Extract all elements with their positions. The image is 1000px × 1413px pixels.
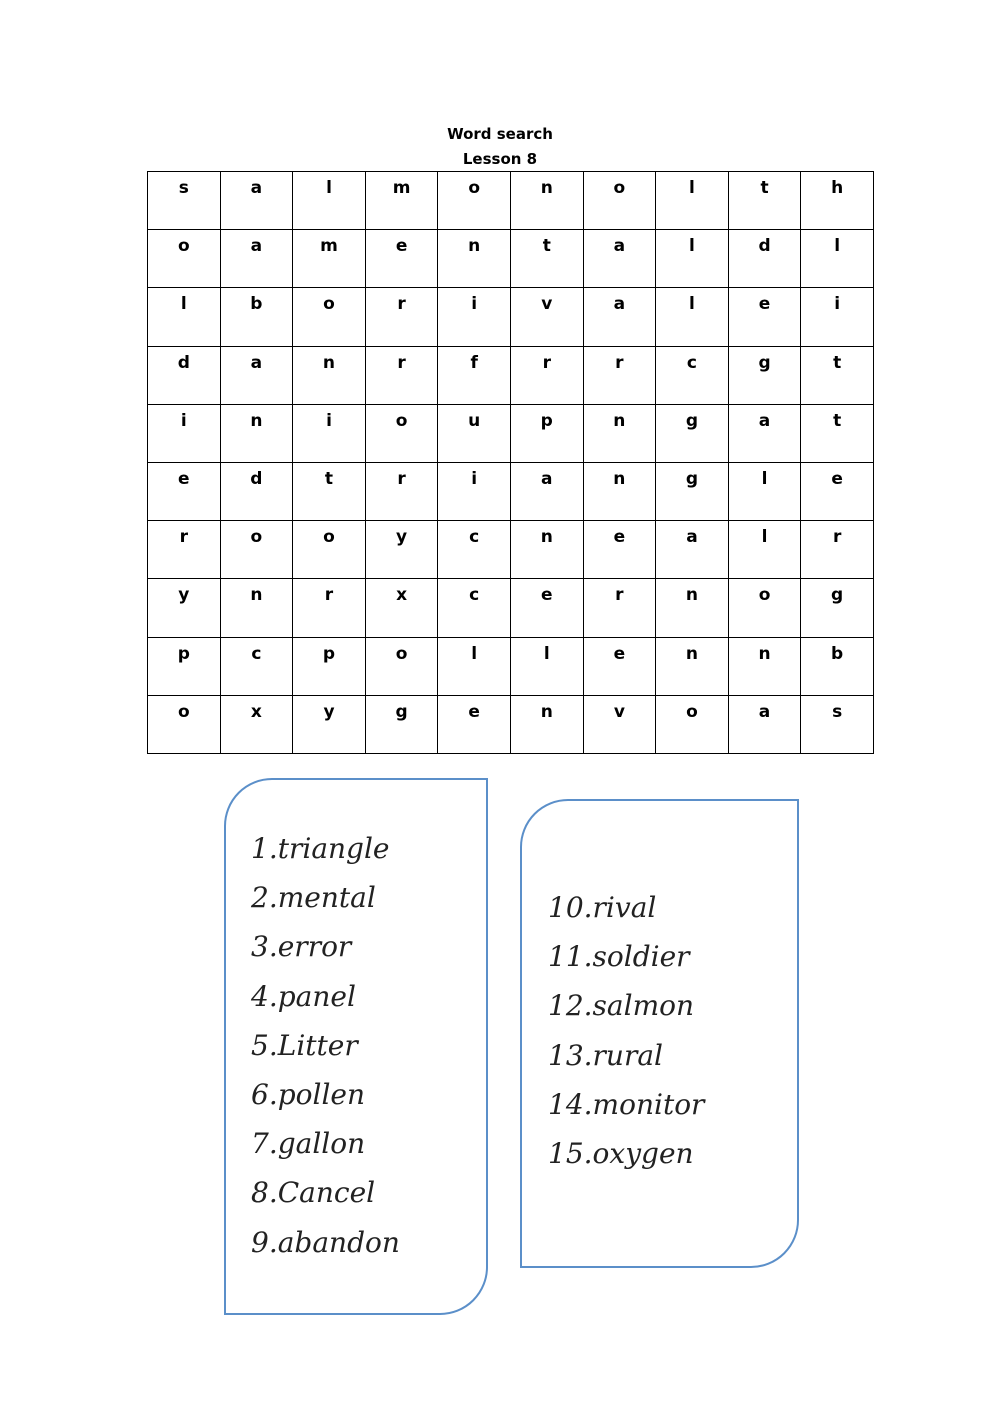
grid-cell: [293, 172, 366, 230]
grid-cell: [728, 637, 801, 695]
grid-row: [148, 637, 874, 695]
grid-cell: [728, 230, 801, 288]
grid-letter: x: [250, 701, 262, 722]
word-list-item: [548, 1129, 704, 1178]
grid-cell: [438, 637, 511, 695]
grid-letter: o: [323, 294, 335, 315]
grid-cell: [220, 462, 293, 520]
grid-letter: t: [833, 410, 842, 431]
word-number: 1 .: [251, 824, 278, 873]
worksheet-header: [0, 122, 1000, 172]
grid-letter: y: [396, 527, 408, 548]
grid-cell: [728, 695, 801, 753]
grid-cell: [510, 695, 583, 753]
grid-letter: l: [689, 178, 695, 198]
grid-cell: [438, 462, 511, 520]
word-number: 12 .: [548, 981, 593, 1030]
grid-letter: r: [832, 527, 842, 548]
grid-letter: n: [685, 585, 698, 606]
word-list-right: [548, 883, 704, 1178]
grid-letter: b: [250, 294, 263, 315]
grid-letter: r: [397, 352, 406, 373]
grid-letter: d: [758, 236, 771, 257]
grid-letter: o: [613, 178, 626, 198]
grid-letter: e: [178, 468, 190, 489]
grid-cell: [293, 637, 366, 695]
grid-letter: a: [686, 527, 698, 548]
grid-letter: n: [685, 643, 698, 664]
word-text: Cancel: [277, 1176, 376, 1210]
word-number: 2 .: [251, 873, 278, 922]
grid-cell: [148, 346, 221, 404]
grid-letter: c: [686, 352, 697, 373]
grid-letter: l: [689, 236, 695, 257]
word-list-item: [251, 1168, 400, 1217]
grid-letter: n: [540, 701, 553, 722]
grid-row: [148, 462, 874, 520]
grid-letter: o: [468, 178, 481, 198]
word-text: gallon: [277, 1127, 366, 1161]
grid-cell: [365, 462, 438, 520]
grid-cell: [365, 288, 438, 346]
grid-letter: n: [250, 410, 263, 431]
grid-cell: [148, 288, 221, 346]
grid-cell: [728, 172, 801, 230]
grid-cell: [293, 521, 366, 579]
grid-cell: [583, 404, 656, 462]
grid-letter: r: [179, 527, 188, 548]
grid-letter: i: [180, 410, 187, 431]
grid-cell: [510, 230, 583, 288]
grid-letter: r: [397, 468, 406, 489]
grid-letter: o: [250, 527, 263, 548]
grid-cell: [365, 695, 438, 753]
grid-cell: [583, 230, 656, 288]
page-subtitle: Lesson 8: [462, 150, 538, 168]
grid-letter: c: [469, 585, 480, 606]
grid-cell: [220, 172, 293, 230]
word-text: oxygen: [592, 1136, 694, 1170]
grid-letter: d: [177, 352, 190, 373]
grid-letter: i: [834, 294, 841, 315]
grid-letter: n: [613, 468, 626, 489]
grid-letter: l: [471, 643, 478, 664]
grid-letter: n: [758, 643, 771, 664]
grid-cell: [510, 346, 583, 404]
word-list-card-right: [520, 799, 799, 1268]
grid-cell: [656, 230, 729, 288]
word-number: 7 .: [251, 1119, 278, 1168]
word-text: soldier: [592, 940, 690, 974]
word-number: 8 .: [251, 1168, 278, 1217]
grid-letter: n: [322, 352, 336, 373]
word-text: salmon: [592, 989, 695, 1023]
word-list-item: [548, 1031, 704, 1080]
grid-letter: n: [250, 585, 263, 606]
grid-cell: [656, 288, 729, 346]
grid-letter: o: [395, 410, 408, 431]
grid-letter: f: [470, 352, 478, 373]
grid-letter: l: [761, 527, 768, 548]
word-list-item: [251, 972, 400, 1021]
grid-cell: [583, 172, 656, 230]
grid-letter: g: [395, 701, 408, 722]
grid-cell: [801, 521, 874, 579]
grid-letter: r: [324, 585, 334, 606]
grid-cell: [728, 404, 801, 462]
word-list-item: [251, 922, 400, 971]
word-text: pollen: [277, 1077, 366, 1111]
grid-letter: n: [613, 410, 626, 431]
grid-letter: g: [758, 352, 771, 373]
grid-cell: [656, 579, 729, 637]
grid-letter: m: [320, 236, 338, 257]
grid-letter: e: [468, 701, 480, 722]
grid-letter: s: [178, 178, 189, 198]
grid-letter: p: [177, 643, 190, 664]
grid-letter: g: [685, 410, 699, 431]
grid-row: [148, 404, 874, 462]
grid-letter: e: [613, 527, 626, 548]
grid-letter: a: [250, 236, 263, 257]
grid-cell: [801, 230, 874, 288]
grid-letter: u: [468, 410, 481, 431]
grid-cell: [510, 462, 583, 520]
word-number: 14 .: [548, 1080, 593, 1129]
grid-cell: [728, 579, 801, 637]
grid-letter: v: [613, 701, 625, 722]
word-number: 13 .: [548, 1031, 593, 1080]
grid-letter: m: [392, 178, 411, 198]
grid-letter: t: [760, 178, 769, 198]
word-number: 15 .: [548, 1129, 593, 1178]
word-text: rural: [592, 1038, 663, 1072]
grid-letter: e: [613, 643, 626, 664]
word-text: error: [277, 930, 352, 964]
grid-letter: a: [613, 236, 626, 257]
grid-cell: [148, 230, 221, 288]
grid-cell: [220, 521, 293, 579]
grid-letter: a: [758, 410, 771, 431]
word-text: abandon: [277, 1225, 400, 1259]
grid-cell: [438, 346, 511, 404]
word-text: monitor: [592, 1087, 705, 1121]
grid-cell: [583, 462, 656, 520]
grid-cell: [293, 346, 366, 404]
grid-letter: t: [324, 468, 334, 489]
grid-letter: a: [250, 352, 263, 373]
word-list-item: [251, 824, 400, 873]
grid-letter: l: [543, 643, 550, 664]
grid-letter: o: [323, 527, 335, 548]
grid-row: [148, 579, 874, 637]
word-search-grid: [147, 171, 874, 754]
grid-letter: l: [761, 468, 768, 489]
grid-letter: g: [685, 468, 699, 489]
grid-row: [148, 288, 874, 346]
grid-cell: [365, 637, 438, 695]
grid-letter: a: [541, 468, 553, 489]
grid-letter: r: [615, 352, 624, 373]
grid-cell: [583, 288, 656, 346]
grid-letter: o: [177, 236, 190, 257]
grid-cell: [656, 521, 729, 579]
grid-cell: [148, 462, 221, 520]
grid-cell: [583, 695, 656, 753]
grid-letter: l: [689, 294, 695, 315]
grid-letter: i: [471, 294, 478, 315]
grid-cell: [220, 346, 293, 404]
grid-cell: [148, 579, 221, 637]
grid-cell: [728, 288, 801, 346]
grid-cell: [510, 288, 583, 346]
grid-cell: [438, 288, 511, 346]
grid-cell: [801, 288, 874, 346]
grid-cell: [801, 637, 874, 695]
word-text: mental: [277, 881, 376, 915]
grid-letter: a: [250, 178, 263, 198]
word-number: 3 .: [251, 922, 278, 971]
grid-letter: i: [471, 468, 478, 489]
grid-letter: x: [396, 585, 408, 606]
grid-letter: r: [615, 585, 624, 606]
grid-letter: h: [831, 178, 844, 198]
grid-letter: t: [833, 352, 842, 373]
word-list-card-left: [224, 778, 488, 1315]
grid-cell: [220, 404, 293, 462]
word-number: 10 .: [548, 883, 593, 932]
grid-cell: [510, 404, 583, 462]
word-list-item: [548, 932, 704, 981]
grid-letter: r: [397, 294, 406, 315]
grid-row: [148, 346, 874, 404]
grid-cell: [148, 404, 221, 462]
grid-letter: p: [540, 410, 553, 431]
word-list-item: [251, 1021, 400, 1070]
grid-cell: [801, 579, 874, 637]
grid-letter: l: [834, 236, 841, 257]
word-number: 11 .: [548, 932, 593, 981]
grid-cell: [148, 695, 221, 753]
grid-cell: [583, 579, 656, 637]
grid-cell: [293, 462, 366, 520]
grid-cell: [656, 462, 729, 520]
grid-letter: c: [251, 643, 262, 664]
grid-letter: i: [326, 410, 332, 431]
grid-cell: [220, 230, 293, 288]
grid-letter: a: [613, 294, 626, 315]
grid-letter: n: [468, 236, 481, 257]
grid-letter: y: [178, 585, 190, 606]
word-list-left: [251, 824, 400, 1267]
grid-letter: r: [542, 352, 551, 373]
word-list-item: [251, 1218, 400, 1267]
grid-letter: a: [758, 701, 771, 722]
grid-row: [148, 172, 874, 230]
grid-cell: [220, 288, 293, 346]
grid-cell: [438, 521, 511, 579]
grid-letter: t: [542, 236, 551, 257]
grid-cell: [510, 579, 583, 637]
grid-cell: [801, 346, 874, 404]
word-list-item: [251, 1070, 400, 1119]
grid-cell: [583, 346, 656, 404]
grid-cell: [220, 579, 293, 637]
grid-cell: [728, 346, 801, 404]
grid-cell: [656, 404, 729, 462]
grid-row: [148, 695, 874, 753]
grid-cell: [293, 230, 366, 288]
word-number: 9 .: [251, 1218, 278, 1267]
grid-letter: e: [758, 294, 771, 315]
word-list-item: [548, 883, 704, 932]
grid-cell: [801, 404, 874, 462]
word-text: triangle: [277, 832, 390, 865]
grid-cell: [438, 230, 511, 288]
page-title: Word search: [447, 125, 553, 143]
grid-letter: d: [250, 468, 263, 489]
word-list-item: [548, 1080, 704, 1129]
grid-letter: e: [541, 585, 553, 606]
word-number: 4 .: [251, 972, 278, 1021]
word-number: 6 .: [251, 1070, 278, 1119]
grid-cell: [438, 695, 511, 753]
grid-letter: p: [322, 643, 336, 664]
grid-cell: [365, 230, 438, 288]
grid-letter: s: [832, 701, 843, 722]
grid-cell: [148, 637, 221, 695]
grid-cell: [293, 288, 366, 346]
grid-cell: [220, 637, 293, 695]
word-text: panel: [277, 979, 356, 1013]
grid-letter: v: [541, 294, 553, 315]
grid-cell: [801, 695, 874, 753]
grid-cell: [510, 637, 583, 695]
grid-cell: [656, 172, 729, 230]
grid-cell: [583, 521, 656, 579]
grid-letter: n: [540, 527, 553, 548]
grid-cell: [365, 172, 438, 230]
grid-cell: [728, 521, 801, 579]
grid-letter: o: [177, 701, 190, 722]
word-list-item: [548, 981, 704, 1030]
grid-letter: e: [395, 236, 408, 257]
grid-letter: l: [180, 294, 187, 315]
word-text: rival: [592, 891, 657, 924]
grid-cell: [365, 346, 438, 404]
grid-cell: [583, 637, 656, 695]
grid-cell: [438, 404, 511, 462]
grid-cell: [656, 695, 729, 753]
grid-letter: c: [469, 527, 480, 548]
grid-cell: [365, 579, 438, 637]
grid-letter: b: [831, 643, 844, 664]
grid-cell: [365, 404, 438, 462]
grid-row: [148, 521, 874, 579]
grid-letter: o: [758, 585, 771, 606]
grid-cell: [148, 172, 221, 230]
word-list-item: [251, 1119, 400, 1168]
grid-cell: [148, 521, 221, 579]
word-number: 5 .: [251, 1021, 278, 1070]
grid-cell: [510, 521, 583, 579]
grid-cell: [438, 172, 511, 230]
grid-cell: [438, 579, 511, 637]
grid-letter: y: [323, 701, 335, 722]
grid-cell: [728, 462, 801, 520]
word-list-item: [251, 873, 400, 922]
grid-cell: [220, 695, 293, 753]
grid-letter: o: [686, 701, 698, 722]
grid-cell: [293, 579, 366, 637]
grid-cell: [293, 695, 366, 753]
word-text: Litter: [277, 1028, 358, 1062]
grid-cell: [656, 346, 729, 404]
grid-letter: l: [326, 178, 332, 198]
grid-letter: o: [395, 643, 408, 664]
grid-cell: [656, 637, 729, 695]
grid-letter: n: [540, 178, 553, 198]
grid-cell: [801, 462, 874, 520]
grid-cell: [365, 521, 438, 579]
grid-cell: [510, 172, 583, 230]
grid-cell: [801, 172, 874, 230]
grid-letter: g: [831, 585, 844, 606]
grid-cell: [293, 404, 366, 462]
grid-letter: e: [831, 468, 843, 489]
grid-row: [148, 230, 874, 288]
